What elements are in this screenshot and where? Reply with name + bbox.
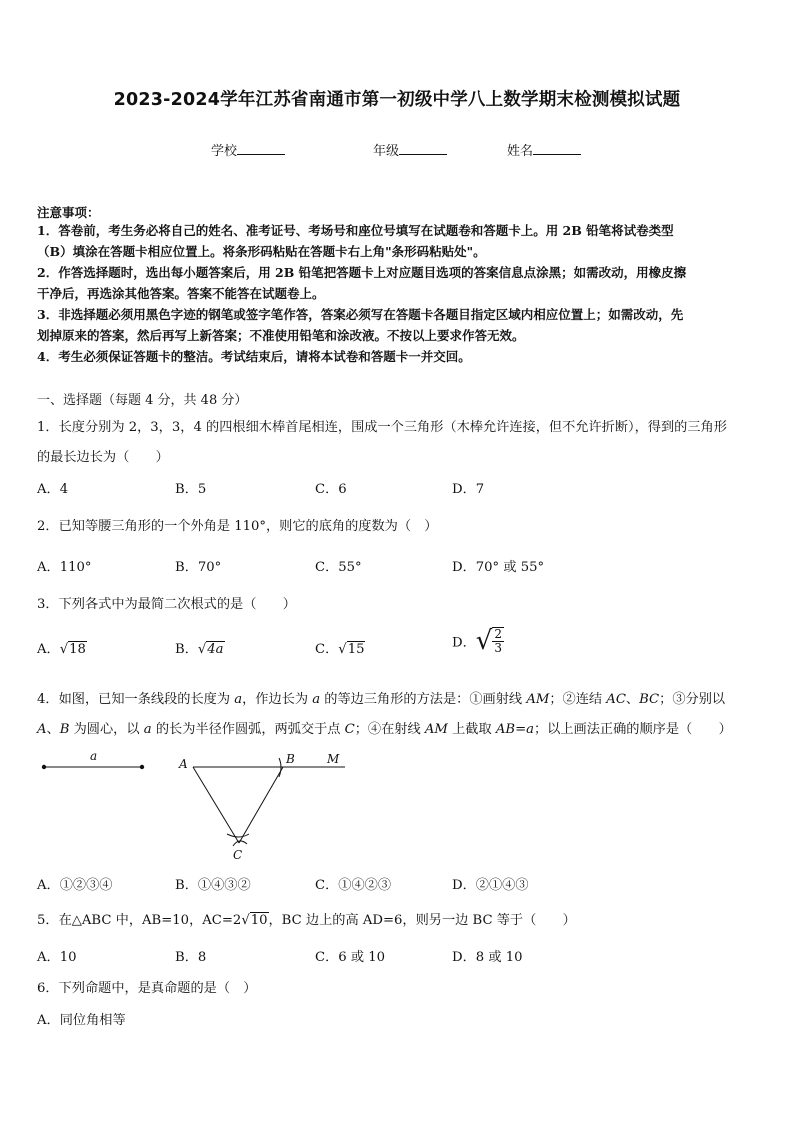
notes-heading: 注意事项： bbox=[37, 205, 100, 220]
name-blank[interactable] bbox=[533, 142, 581, 155]
segment-bc bbox=[239, 767, 283, 843]
q4-text-part: ；③分别以 bbox=[659, 692, 726, 707]
q4-option-a[interactable]: A．①②③④ bbox=[37, 878, 113, 893]
fraction-denominator: 3 bbox=[494, 641, 502, 655]
q4-text-part: 、 bbox=[46, 722, 60, 737]
question-3-text: 3．下列各式中为最简二次根式的是（ ） bbox=[37, 597, 296, 612]
school-field[interactable] bbox=[211, 140, 285, 159]
q4-text-part: ；④在射线 bbox=[354, 722, 425, 737]
radicand: 18 bbox=[69, 642, 86, 657]
q4-text-part: ；以上画法正确的顺序是（ ） bbox=[534, 722, 732, 737]
note-line: 2．作答选择题时，选出每小题答案后，用 2B 铅笔把答题卡上对应题目选项的答案信息点涂黑；如需改动，用橡皮擦 bbox=[37, 265, 687, 280]
q4-text-part: 的等边三角形的方法是：①画射线 bbox=[320, 692, 527, 707]
q3-option-c-label: C． bbox=[315, 642, 339, 657]
q4-text-part: 的长为半径作圆弧，两弧交于点 bbox=[151, 722, 345, 737]
sqrt-expression bbox=[198, 641, 225, 657]
school-label: 学校 bbox=[211, 144, 238, 159]
question-1-text-cont: 的最长边长为（ ） bbox=[37, 450, 169, 465]
q1-option-b[interactable]: B．5 bbox=[175, 482, 207, 497]
radicand: 15 bbox=[347, 642, 365, 657]
note-line: 干净后，再选涂其他答案。答案不能答在试题卷上。 bbox=[37, 286, 325, 301]
sqrt-expression bbox=[338, 641, 365, 657]
q3-option-c[interactable] bbox=[315, 638, 365, 657]
segment-a-endpoint bbox=[140, 765, 144, 769]
grade-blank[interactable] bbox=[399, 142, 447, 155]
grade-label: 年级 bbox=[373, 144, 400, 159]
q1-option-a[interactable]: A．4 bbox=[37, 482, 69, 497]
q4-option-b[interactable]: B．①④③② bbox=[175, 878, 251, 893]
name-field[interactable] bbox=[507, 140, 581, 159]
section-heading: 一、选择题（每题 4 分，共 48 分） bbox=[37, 393, 248, 408]
radical-sign-icon: √ bbox=[197, 642, 207, 657]
segment-a-endpoint bbox=[42, 765, 46, 769]
point-m-label: M bbox=[327, 752, 340, 766]
q4-var: AM bbox=[424, 722, 448, 737]
q3-option-d[interactable] bbox=[452, 626, 504, 656]
q4-option-d[interactable]: D．②①④③ bbox=[452, 878, 529, 893]
triangle-construction-figure bbox=[175, 748, 355, 866]
note-line: 3．非选择题必须用黑色字迹的钢笔或签字笔作答，答案必须写在答题卡各题目指定区域内相应位置上；如需改动，先 bbox=[37, 307, 684, 322]
q4-option-c[interactable]: C．①④②③ bbox=[315, 878, 392, 893]
q5-option-c[interactable]: C．6 或 10 bbox=[315, 950, 386, 965]
q2-option-d[interactable]: D．70° 或 55° bbox=[452, 560, 545, 575]
q2-option-b[interactable]: B．70° bbox=[175, 560, 222, 575]
question-5-text bbox=[37, 909, 576, 928]
q4-var: AB=a bbox=[495, 722, 534, 737]
sqrt-expression bbox=[241, 912, 268, 928]
q5-option-d[interactable]: D．8 或 10 bbox=[452, 950, 523, 965]
radical-sign-icon: √ bbox=[241, 913, 250, 928]
q4-text-part: 上截取 bbox=[447, 722, 496, 737]
radical-sign-icon: √ bbox=[338, 642, 347, 657]
q1-option-c[interactable]: C．6 bbox=[315, 482, 347, 497]
q3-option-a[interactable] bbox=[37, 638, 87, 657]
q4-var: a bbox=[234, 692, 243, 707]
note-line: 4．考生必须保证答题卡的整洁。考试结束后，请将本试卷和答题卡一并交回。 bbox=[37, 349, 471, 364]
q4-var: BC bbox=[639, 692, 660, 707]
question-6-text: 6．下列命题中，是真命题的是（ ） bbox=[37, 981, 257, 996]
question-1-text: 1．长度分别为 2，3，3，4 的四根细木棒首尾相连，围成一个三角形（木棒允许连接，但不允许折断），得到的三角形 bbox=[37, 420, 727, 435]
note-line: （B）填涂在答题卡相应位置上。将条形码粘贴在答题卡右上角"条形码粘贴处"。 bbox=[37, 244, 486, 259]
q4-var: A bbox=[37, 722, 47, 737]
q5-text-part: 5．在△ABC 中，AB=10，AC=2 bbox=[37, 913, 242, 928]
sqrt-expression bbox=[60, 641, 87, 657]
q2-option-a[interactable]: A．110° bbox=[37, 560, 92, 575]
q3-option-b[interactable] bbox=[175, 638, 225, 657]
q4-var: a bbox=[143, 722, 152, 737]
q4-text-part: 为圆心，以 bbox=[69, 722, 144, 737]
q6-option-a[interactable]: A．同位角相等 bbox=[37, 1013, 126, 1028]
q4-var: AM bbox=[526, 692, 550, 707]
note-line: 1．答卷前，考生务必将自己的姓名、准考证号、考场号和座位号填写在试题卷和答题卡上。用 2B 铅笔将试卷类型 bbox=[37, 223, 674, 238]
q3-option-a-label: A． bbox=[37, 642, 60, 657]
radical-sign-icon: √ bbox=[59, 642, 69, 657]
arc-mark-c bbox=[227, 834, 249, 837]
school-blank[interactable] bbox=[237, 142, 285, 155]
q4-var: AC bbox=[606, 692, 626, 707]
question-4-text bbox=[37, 688, 725, 707]
radicand: 4a bbox=[207, 642, 224, 657]
q3-option-b-label: B． bbox=[175, 642, 198, 657]
q5-option-a[interactable]: A．10 bbox=[37, 950, 77, 965]
q1-option-d[interactable]: D．7 bbox=[452, 482, 485, 497]
name-label: 姓名 bbox=[507, 144, 534, 159]
note-line: 划掉原来的答案，然后再写上新答案；不准使用铅笔和涂改液。不按以上要求作答无效。 bbox=[37, 328, 525, 343]
fraction bbox=[492, 627, 504, 655]
segment-a-figure bbox=[36, 748, 152, 774]
fraction-numerator: 2 bbox=[494, 627, 502, 641]
q4-text-part: ，作边长为 bbox=[242, 692, 313, 707]
q5-option-b[interactable]: B．8 bbox=[175, 950, 207, 965]
q4-text-part: 4．如图，已知一条线段的长度为 bbox=[37, 692, 235, 707]
segment-ac bbox=[193, 767, 239, 843]
page-title: 2023-2024学年江苏省南通市第一初级中学八上数学期末检测模拟试题 bbox=[113, 90, 681, 110]
segment-a-label: a bbox=[90, 749, 98, 763]
point-a-label: A bbox=[179, 757, 188, 771]
q4-text-part: ；②连结 bbox=[549, 692, 607, 707]
q4-var: B bbox=[59, 722, 70, 737]
point-c-label: C bbox=[233, 848, 243, 862]
radicand: 10 bbox=[250, 913, 268, 928]
q4-var: a bbox=[312, 692, 321, 707]
q3-option-d-label: D． bbox=[452, 635, 476, 651]
q2-option-c[interactable]: C．55° bbox=[315, 560, 362, 575]
q4-text-part: 、 bbox=[625, 692, 640, 707]
q5-text-part: ，BC 边上的高 AD=6，则另一边 BC 等于（ ） bbox=[268, 913, 576, 928]
question-4-text-cont bbox=[37, 718, 732, 737]
grade-field[interactable] bbox=[373, 140, 447, 159]
point-b-label: B bbox=[286, 752, 295, 766]
q4-var: C bbox=[344, 722, 355, 737]
question-2-text: 2．已知等腰三角形的一个外角是 110°，则它的底角的度数为（ ） bbox=[37, 519, 438, 534]
radical-sign-icon: √ bbox=[475, 626, 493, 656]
